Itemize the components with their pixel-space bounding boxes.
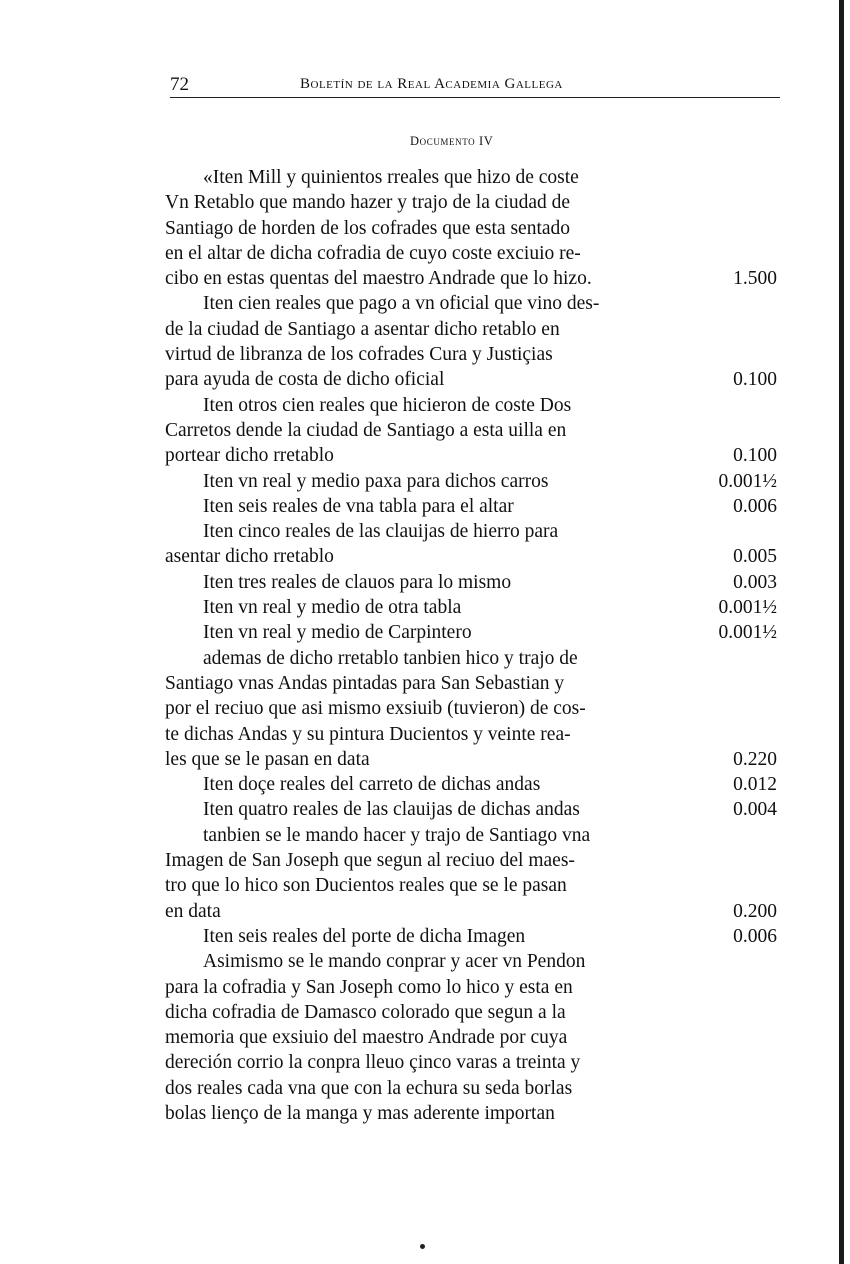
journal-title: Boletín de la Real Academia Gallega	[300, 76, 563, 92]
page-edge-shadow	[839, 0, 844, 1264]
running-head	[170, 70, 780, 98]
text-line	[165, 443, 777, 468]
text-line	[165, 924, 777, 949]
header-rule	[170, 97, 780, 98]
text-line	[165, 975, 777, 1000]
text-line	[165, 317, 777, 342]
line-text: bolas lienço de la manga y mas aderente importan	[165, 1102, 555, 1124]
line-text: tanbien se le mando hacer y trajo de Santiago vna	[203, 824, 591, 846]
line-amount: 0.100	[733, 369, 777, 391]
text-line	[165, 899, 777, 924]
text-line	[165, 595, 777, 620]
text-line	[165, 671, 777, 696]
line-text: Iten cien reales que pago a vn oficial que vino des-	[203, 293, 600, 315]
line-text: para la cofradia y San Joseph como lo hico y esta en	[165, 976, 573, 998]
text-line	[165, 620, 777, 645]
line-text: Iten otros cien reales que hicieron de coste Dos	[203, 394, 572, 416]
line-text: Imagen de San Joseph que segun al reciuo del maes-	[165, 850, 575, 872]
line-text: en el altar de dicha cofradia de cuyo coste exciuio re-	[165, 242, 581, 264]
text-line	[165, 367, 777, 392]
text-line	[165, 797, 777, 822]
line-amount: 0.006	[733, 925, 777, 947]
line-amount: 0.003	[733, 571, 777, 593]
line-amount: 0.006	[733, 495, 777, 517]
page-number: 72	[170, 74, 189, 95]
text-line	[165, 393, 777, 418]
line-text: «Iten Mill y quinientos rreales que hizo de coste	[203, 167, 579, 188]
text-line	[165, 418, 777, 443]
text-line	[165, 1050, 777, 1075]
line-text: Iten quatro reales de las clauijas de dichas andas	[203, 799, 580, 821]
text-line	[165, 291, 777, 316]
text-line	[165, 1101, 777, 1126]
text-line	[165, 266, 777, 291]
line-text: cibo en estas quentas del maestro Andrade que lo hizo.	[165, 268, 592, 290]
text-line	[165, 646, 777, 671]
text-line	[165, 823, 777, 848]
line-text: Iten seis reales del porte de dicha Imagen	[203, 925, 526, 947]
text-line	[165, 342, 777, 367]
line-amount: 0.012	[733, 774, 777, 796]
text-line	[165, 570, 777, 595]
text-line	[165, 722, 777, 747]
line-amount: 0.005	[733, 546, 777, 568]
text-line	[165, 772, 777, 797]
line-text: Carretos dende la ciudad de Santiago a esta uilla en	[165, 419, 567, 441]
line-text: Iten doçe reales del carreto de dichas andas	[203, 774, 541, 796]
text-line	[165, 1025, 777, 1050]
line-text: memoria que exsiuio del maestro Andrade por cuya	[165, 1027, 568, 1049]
line-text: Iten tres reales de clauos para lo mismo	[203, 571, 512, 593]
line-amount: 0.004	[733, 799, 777, 821]
text-line	[165, 519, 777, 544]
text-line	[165, 165, 777, 190]
text-line	[165, 949, 777, 974]
text-line	[165, 696, 777, 721]
line-text: Iten vn real y medio paxa para dichos carros	[203, 470, 549, 492]
text-line	[165, 848, 777, 873]
line-amount: 1.500	[733, 268, 777, 290]
text-line	[165, 241, 777, 266]
line-text: les que se le pasan en data	[165, 748, 370, 770]
line-amount: 0.220	[733, 748, 777, 770]
text-line	[165, 1000, 777, 1025]
line-text: Iten vn real y medio de Carpintero	[203, 622, 472, 644]
line-text: para ayuda de costa de dicho oficial	[165, 369, 445, 391]
line-text: ademas de dicho rretablo tanbien hico y trajo de	[203, 647, 578, 669]
line-text: dicha cofradia de Damasco colorado que segun a la	[165, 1001, 566, 1023]
line-amount: 0.001½	[718, 622, 777, 644]
line-text: por el reciuo que asi mismo exsiuib (tuvieron) de cos-	[165, 698, 586, 720]
line-text: en data	[165, 900, 221, 922]
text-line	[165, 873, 777, 898]
text-line	[165, 216, 777, 241]
text-line	[165, 469, 777, 494]
line-amount: 0.001½	[718, 470, 777, 492]
line-text: Iten seis reales de vna tabla para el altar	[203, 495, 514, 517]
line-text: Santiago de horden de los cofrades que esta sentado	[165, 217, 571, 239]
line-text: Vn Retablo que mando hazer y trajo de la ciudad de	[165, 192, 571, 214]
line-text: Iten cinco reales de las clauijas de hierro para	[203, 521, 559, 543]
line-text: dereción corrio la conpra lleuo çinco varas a treinta y	[165, 1052, 581, 1074]
line-text: Santiago vnas Andas pintadas para San Sebastian y	[165, 672, 565, 694]
text-line	[165, 747, 777, 772]
line-text: portear dicho rretablo	[165, 445, 334, 467]
line-text: Iten vn real y medio de otra tabla	[203, 597, 462, 619]
line-text: dos reales cada vna que con la echura su seda borlas	[165, 1077, 573, 1099]
line-amount: 0.100	[733, 445, 777, 467]
footer-mark	[420, 1244, 425, 1249]
text-line	[165, 190, 777, 215]
document-heading: Documento IV	[410, 134, 494, 148]
line-amount: 0.200	[733, 900, 777, 922]
text-line	[165, 1076, 777, 1101]
line-text: te dichas Andas y su pintura Ducientos y veinte rea-	[165, 723, 571, 745]
text-line	[165, 494, 777, 519]
line-text: tro que lo hico son Ducientos reales que se le pasan	[165, 875, 567, 897]
line-text: Asimismo se le mando conprar y acer vn Pendon	[203, 951, 586, 973]
line-text: de la ciudad de Santiago a asentar dicho retablo en	[165, 318, 560, 340]
text-line	[165, 544, 777, 569]
document-body	[165, 165, 777, 1126]
line-text: virtud de libranza de los cofrades Cura y Justiçias	[165, 344, 553, 366]
line-text: asentar dicho rretablo	[165, 546, 334, 568]
line-amount: 0.001½	[718, 597, 777, 619]
